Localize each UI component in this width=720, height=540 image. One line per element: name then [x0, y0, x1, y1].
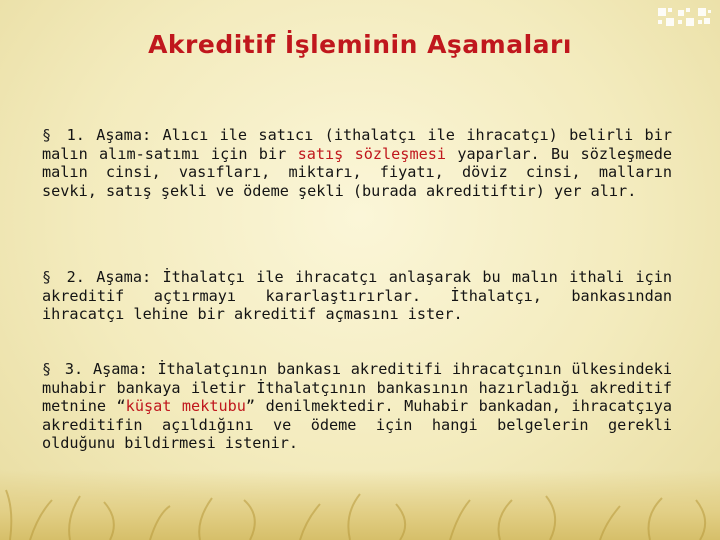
- paragraph-text-continued: yaparlar. Bu sözleşmede malın cinsi, vasıfları, miktarı, fiyatı, döviz cinsi, malların sevki, satış şekli ve ödeme şekli (burada akreditiftir) yer alır.: [42, 144, 672, 200]
- paragraph-text: 2. Aşama: İthalatçı ile ihracatçı anlaşarak bu malın ithali için akreditif açtırmayı kararlaştırırlar. İthalatçı, bankasından ihracatçı lehine bir akreditif açmasını ister.: [42, 268, 672, 324]
- section-sign-bullet-icon: §: [42, 126, 52, 144]
- highlighted-term: küşat mektubu: [125, 397, 246, 416]
- paragraph-text: 1. Aşama: Alıcı ile satıcı (ithalatçı ile ihracatçı) belirli bir malın alım-satımı için bir: [42, 126, 672, 163]
- paragraph-stage-3: [42, 360, 672, 453]
- section-sign-bullet-icon: §: [42, 268, 52, 286]
- paragraph-stage-2: [42, 268, 672, 324]
- highlighted-term: satış sözleşmesi: [297, 144, 447, 163]
- paragraph-text: 3. Aşama: İthalatçının bankası akreditifi ihracatçının ülkesindeki muhabir bankaya iletir İthalatçının bankasının hazırladığı akreditif metnine “: [42, 360, 672, 416]
- grass-decoration: [0, 470, 720, 540]
- section-sign-bullet-icon: §: [42, 360, 52, 378]
- paragraph-text-continued: ” denilmektedir. Muhabir bankadan, ihracatçıya akreditifin açıldığını ve ödeme için hangi belgelerin gerekli olduğunu bildirmesi istenir.: [42, 397, 673, 453]
- paragraph-stage-1: [42, 126, 672, 200]
- slide-title: Akreditif İşleminin Aşamaları: [148, 30, 572, 59]
